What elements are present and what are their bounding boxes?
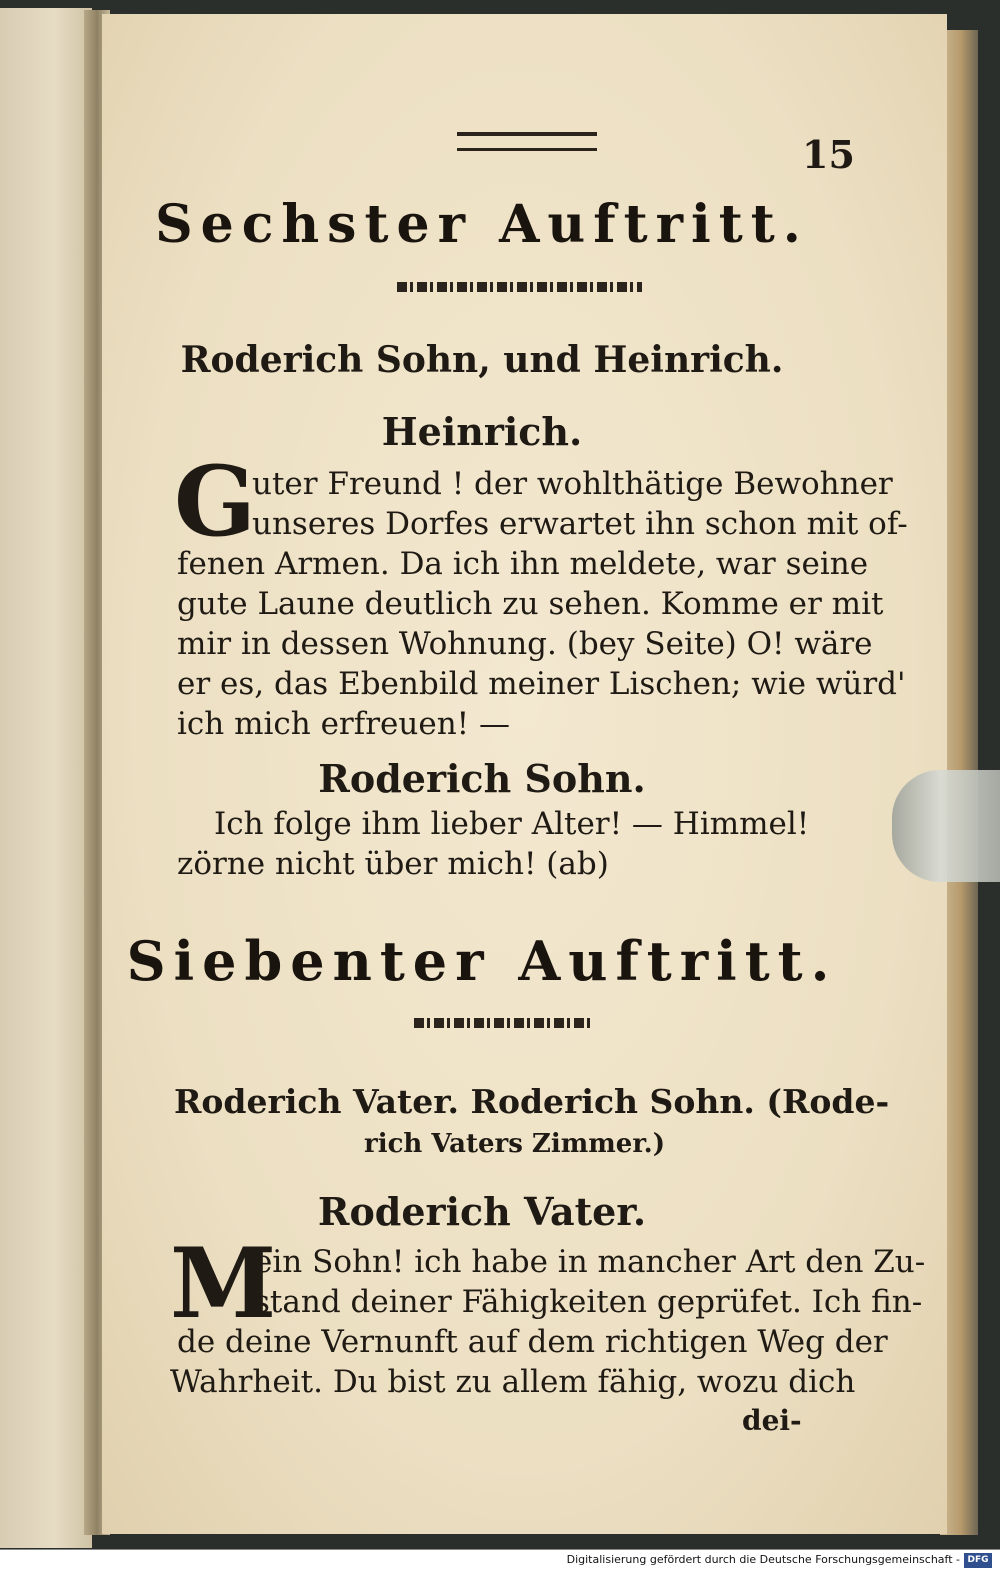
text-line: stand deiner Fähigkeiten geprüfet. Ich fin- (254, 1284, 923, 1320)
text-line: Ich folge ihm lieber Alter! — Himmel! (214, 806, 810, 842)
header-rule (457, 132, 597, 151)
text-line: gute Laune deutlich zu sehen. Komme er mit (177, 586, 884, 622)
funding-credit: Digitalisierung gefördert durch die Deutsche Forschungsgemeinschaft - (566, 1553, 960, 1566)
text-line: de deine Vernunft auf dem richtigen Weg der (177, 1324, 888, 1360)
catchword: dei- (742, 1404, 802, 1437)
speaker-roderich-sohn: Roderich Sohn. (318, 756, 646, 801)
scene-7-title: Siebenter Auftritt. (126, 929, 838, 993)
footer-bar (0, 1549, 1000, 1572)
text-line: fenen Armen. Da ich ihn meldete, war seine (177, 546, 869, 582)
scene-7-stage-direction: rich Vaters Zimmer.) (364, 1129, 666, 1159)
drop-cap-m: M (170, 1227, 277, 1340)
book-page (102, 14, 947, 1534)
scene-6-cast: Roderich Sohn, und Heinrich. (180, 339, 784, 381)
text-line: ich mich erfreuen! — (177, 706, 510, 742)
ornament-divider-1 (397, 282, 642, 292)
speaker-roderich-vater: Roderich Vater. (317, 1189, 647, 1234)
scene-6-title: Sechster Auftritt. (155, 194, 809, 255)
facing-page (0, 8, 92, 1548)
speaker-heinrich: Heinrich. (381, 409, 583, 454)
text-line: Wahrheit. Du bist zu allem fähig, wozu dich (170, 1364, 856, 1400)
text-line: zörne nicht über mich! (ab) (177, 846, 609, 882)
text-line: er es, das Ebenbild meiner Lischen; wie würd' (177, 666, 906, 702)
drop-cap-g: G (174, 445, 256, 558)
text-line: ein Sohn! ich habe in mancher Art den Zu- (254, 1244, 926, 1280)
text-line: mir in dessen Wohnung. (bey Seite) O! wäre (177, 626, 873, 662)
page-number: 15 (802, 132, 855, 177)
text-line: unseres Dorfes erwartet ihn schon mit of- (252, 506, 908, 542)
text-line: uter Freund ! der wohlthätige Bewohner (252, 466, 893, 502)
ornament-divider-2 (414, 1018, 594, 1028)
page-clip (892, 770, 1000, 882)
dfg-logo: DFG (964, 1553, 992, 1568)
scene-7-cast: Roderich Vater. Roderich Sohn. (Rode- (174, 1082, 890, 1121)
